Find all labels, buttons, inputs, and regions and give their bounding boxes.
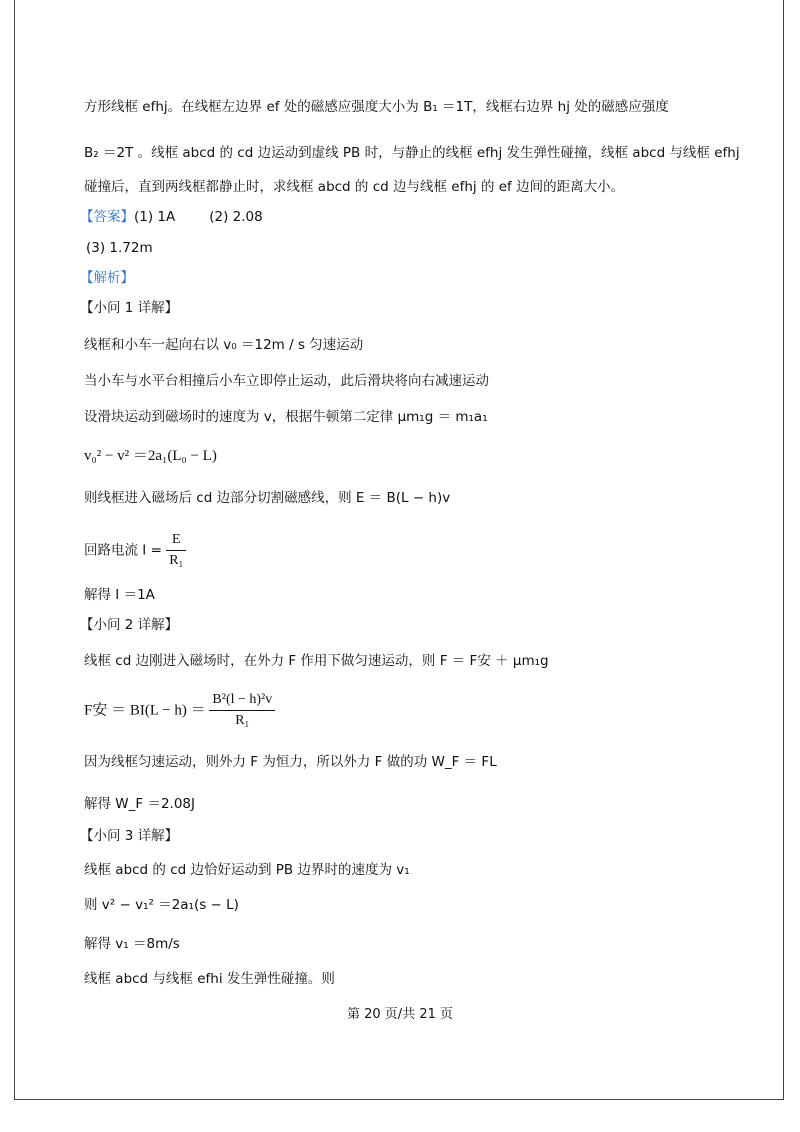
answer-3: (3) 1.72m: [86, 240, 153, 256]
q1-result: 解得 I ＝1A: [84, 587, 155, 603]
q1-current-fraction: [166, 530, 186, 571]
q2-line-1: 线框 cd 边刚进入磁场时，在外力 F 作用下做匀速运动，则 F ＝ F安 ＋ μm₁g: [84, 653, 549, 669]
q2-force-fraction: [209, 690, 275, 731]
q1-current-denominator: R₁: [169, 553, 184, 568]
q2-line-2: 因为线框匀速运动，则外力 F 为恒力，所以外力 F 做的功 W_F ＝ FL: [84, 754, 497, 770]
answer-2: (2) 2.08: [209, 209, 263, 225]
q2-force-formula: [84, 690, 275, 731]
q1-line-1: 线框和小车一起向右以 v₀ ＝12m / s 匀速运动: [84, 337, 364, 353]
q3-line-3: 线框 abcd 与线框 efhi 发生弹性碰撞。则: [84, 971, 335, 987]
q2-title: 【小问 2 详解】: [80, 617, 179, 633]
q1-current-prefix: 回路电流 I =: [84, 542, 162, 559]
q1-line-4: 则线框进入磁场后 cd 边部分切割磁感线，则 E ＝ B(L − h)v: [84, 490, 451, 506]
q3-equation-1: 则 v² − v₁² ＝2a₁(s − L): [84, 897, 239, 913]
q2-result: 解得 W_F ＝2.08J: [84, 796, 195, 812]
q2-force-numerator: B²(l − h)²v: [209, 690, 275, 711]
q1-title: 【小问 1 详解】: [80, 300, 179, 316]
q3-title: 【小问 3 详解】: [80, 828, 179, 844]
q1-equation-1: v₀² − v² ＝2a₁(L₀ − L): [84, 448, 217, 464]
q1-line-3: 设滑块运动到磁场时的速度为 v，根据牛顿第二定律 μm₁g ＝ m₁a₁: [84, 409, 488, 425]
q1-line-2: 当小车与水平台相撞后小车立即停止运动，此后滑块将向右减速运动: [84, 373, 489, 389]
answer-1: (1) 1A: [134, 209, 176, 225]
problem-line-1: 方形线框 efhj。在线框左边界 ef 处的磁感应强度大小为 B₁ ＝1T，线框右边界 hj 处的磁感应强度: [84, 99, 669, 115]
q3-line-1: 线框 abcd 的 cd 边恰好运动到 PB 边界时的速度为 v₁: [84, 862, 410, 878]
problem-line-3: 碰撞后，直到两线框都静止时，求线框 abcd 的 cd 边与线框 efhj 的 ef 边间的距离大小。: [84, 179, 625, 195]
q1-current-numerator: E: [166, 530, 186, 551]
q3-result: 解得 v₁ ＝8m/s: [84, 936, 180, 952]
analysis-label: 【解析】: [80, 270, 134, 286]
page-footer: 第 20 页/共 21 页: [347, 1007, 453, 1022]
q2-force-prefix: F安 ＝ BI(L − h) ＝: [84, 702, 206, 719]
answer-row: [80, 207, 263, 227]
answer-label: 【答案】: [80, 209, 134, 225]
q1-current-formula: [84, 530, 186, 571]
problem-line-2: B₂ ＝2T 。线框 abcd 的 cd 边运动到虚线 PB 时，与静止的线框 efhj 发生弹性碰撞，线框 abcd 与线框 efhj: [84, 145, 740, 161]
q2-force-denominator: R₁: [235, 713, 250, 728]
